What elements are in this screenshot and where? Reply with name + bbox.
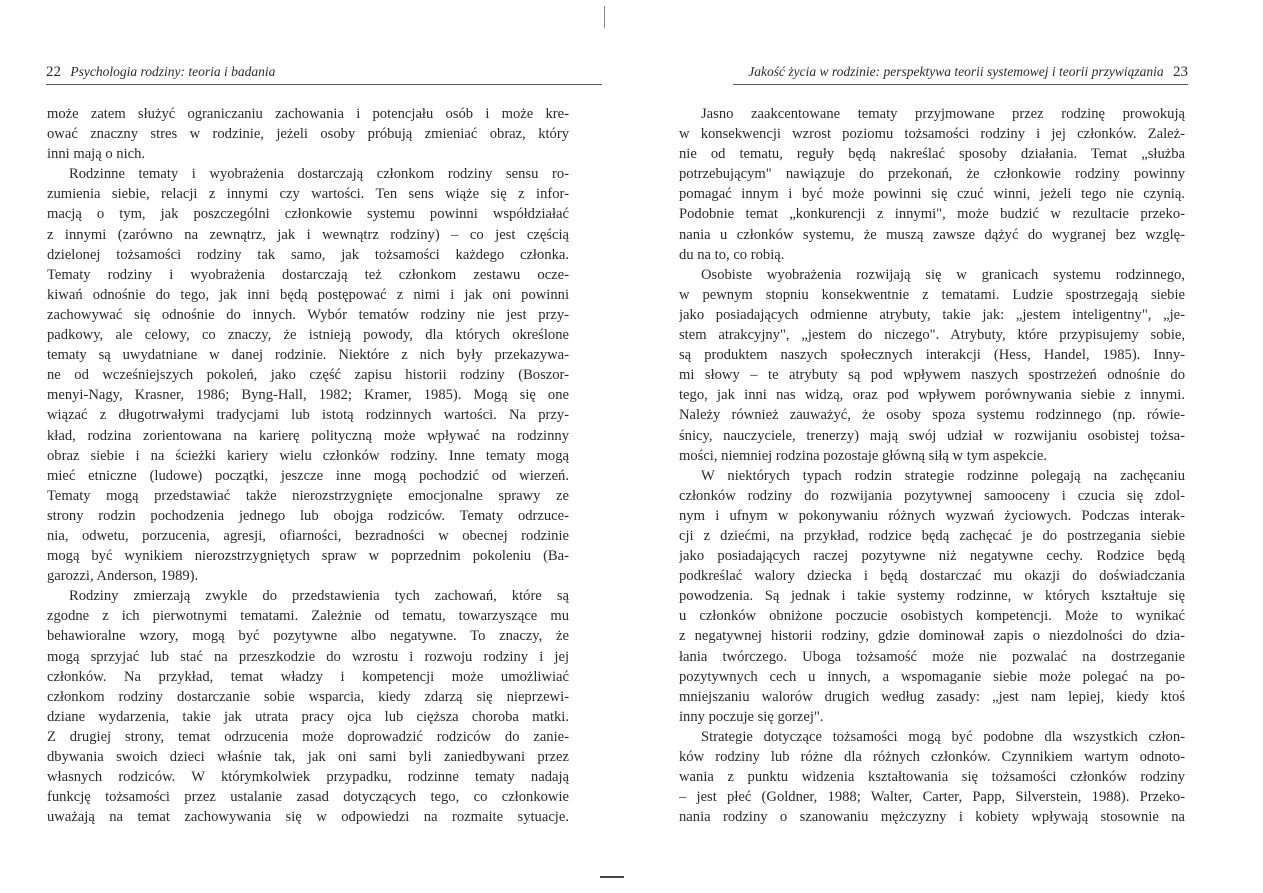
text-line: pomagać innym i być może powinni się czuć winni, jeżeli tego nie czynią. [679, 186, 1185, 203]
left-page [0, 0, 620, 893]
text-line: kład, rodzina zorientowana na karierę polityczną może wpływać na rodzinny [47, 427, 569, 444]
text-line: Rodziny zmierzają zwykle do przedstawienia tych zachowań, które są [69, 588, 569, 605]
text-line: wania z punktu widzenia kształtowania się tożsamości członków rodziny [679, 769, 1185, 786]
text-line: inny poczuje się gorzej". [679, 708, 824, 725]
text-line: mości, niemniej rodzina pozostaje główną siłą w tym aspekcie. [679, 447, 1047, 464]
text-line: jako posiadających odmienne atrybuty, takie jak: „jestem inteligentny", „je- [679, 306, 1185, 323]
left-page-body [47, 104, 569, 827]
text-line: Osobiste wyobrażenia rozwijają się w granicach systemu rodzinnego, [701, 266, 1185, 283]
text-line: nania u członków systemu, że muszą zawsze dążyć do wygranej bez wzglę- [679, 226, 1185, 243]
text-line: mogą być wynikiem nierozstrzygniętych spraw w poprzednim pokoleniu (Ba- [47, 548, 569, 565]
text-line: powodzenia. Są jednak i takie systemy rodzinne, w których kształtuje się [679, 588, 1185, 605]
text-line: dbywania swoich dzieci właśnie tak, jak oni sami byli zaniedbywani przez [47, 749, 569, 765]
text-line: Tematy rodziny i wyobrażenia dostarczają też członkom zestawu ocze- [47, 266, 569, 283]
text-line: z innymi (zarówno na zewnątrz, jak i wewnątrz rodziny) – co jest częścią [47, 226, 569, 243]
text-line: mieć etniczne (ludowe) początki, jeszcze inne mogą pochodzić od wierzeń. [47, 467, 569, 484]
text-line: członków. Na przykład, temat władzy i kompetencji może umożliwiać [47, 668, 569, 685]
page-number: 23 [1173, 64, 1188, 80]
text-line: Rodzinne tematy i wyobrażenia dostarczają członkom rodziny sensu ro- [69, 166, 569, 183]
bottom-mark [600, 876, 624, 878]
text-line: mniejszaniu walorów drugich według zasady: „jest nam lepiej, kiedy ktoś [679, 688, 1185, 705]
text-line: nie od tematu, reguły będą nakreślać sposoby działania. Temat „służba [679, 146, 1185, 163]
text-line: Z drugiej strony, temat odrzucenia może doprowadzić rodziców do zanie- [47, 728, 569, 745]
text-line: Podobnie temat „konkurencji z innymi", może budzić w rezultacie przeko- [679, 206, 1185, 223]
text-line: obraz siebie i na ścieżki kariery wielu członków rodziny. Inne tematy mogą [47, 447, 569, 464]
text-line: dziane wydarzenia, takie jak utrata pracy ojca lub cięższa choroba matki. [47, 708, 569, 725]
text-line: jako posiadających raczej pozytywne niż negatywne cechy. Rodzice będą [679, 548, 1185, 565]
running-title: Psychologia rodziny: teoria i badania [70, 64, 276, 79]
text-line: funkcję tożsamości przez ustalanie zasad dotyczących tego, co członkowie [47, 789, 569, 806]
text-line: ować znaczny stres w rodzinie, jeżeli osoby próbują zmieniać obraz, który [47, 126, 569, 143]
text-line: inni mają o nich. [47, 146, 146, 163]
right-page [625, 0, 1263, 893]
text-line: menyi-Nagy, Krasner, 1986; Byng-Hall, 1982; Kramer, 1985). Mogą się one [47, 387, 569, 404]
text-line: tego, jak inni nas widzą, oraz pod wpływem porównywania siebie z innymi. [679, 387, 1185, 404]
text-line: u członków obniżone poczucie osobistych kompetencji. Może to wynikać [679, 608, 1185, 625]
text-line: nania rodziny o szanowaniu mężczyzny i kobiety wpływają stosownie na [679, 809, 1185, 826]
text-line: uważają na temat zachowywania się w odpowiedzi na rozmaite sytuacje. [47, 809, 569, 826]
text-line: stem atrakcyjny", „jestem do niczego". Atrybuty, które przypisujemy sobie, [679, 327, 1185, 344]
text-line: ne od wcześniejszych pokoleń, jako część zapisu historii rodziny (Boszor- [47, 367, 569, 384]
text-line: w konsekwencji wzrost poziomu tożsamości rodziny i jej członków. Zależ- [679, 126, 1185, 143]
text-line: tematy są uwydatniane w danej rodzinie. Niektóre z nich były przekazywa- [47, 347, 569, 364]
text-line: łania twórczego. Uboga tożsamość może nie pozwalać na dostrzeganie [679, 648, 1185, 665]
text-line: Należy również zauważyć, że osoby spoza systemu rodzinnego (np. rówie- [679, 407, 1185, 424]
right-page-body [679, 104, 1185, 827]
page-number: 22 [46, 64, 61, 80]
left-page-header [46, 64, 602, 85]
text-line: nia, odwetu, porzucenia, agresji, ofiarności, bezradności w obecnej rodzinie [47, 527, 569, 544]
text-line: w pewnym stopniu konsekwentnie z tematami. Ludzie spostrzegają siebie [679, 286, 1185, 303]
text-line: W niektórych typach rodzin strategie rodzinne polegają na zachęcaniu [701, 467, 1185, 484]
text-line: potrzebującym" nawiązuje do przekonań, że członkowie rodziny powinny [679, 166, 1185, 183]
text-line: padkowy, ale celowy, co znaczy, że istnieją powody, dla których określone [47, 327, 569, 344]
text-line: mogą sprzyjać lub stać na przeszkodzie do wzrostu i rozwoju rodziny i jej [47, 648, 569, 665]
text-line: śnicy, nauczyciele, trenerzy) mają swój udział w rozwijaniu osobistej tożsa- [679, 427, 1185, 444]
text-line: zgodne z ich pierwotnymi tematami. Zależnie od tematu, towarzyszące mu [47, 608, 569, 625]
text-line: macją o tym, jak poszczególni członkowie systemu powinni współdziałać [47, 206, 569, 223]
text-line: garozzi, Anderson, 1989). [47, 568, 199, 585]
text-line: może zatem służyć ograniczaniu zachowania i potencjału osób i może kre- [47, 106, 569, 122]
text-line: strony rodzin pochodzenia jednego lub obojga rodziców. Tematy odrzuce- [47, 507, 569, 524]
text-line: kiwań odnośnie do tego, jak inni będą postępować z nimi i jak oni powinni [47, 286, 569, 303]
text-line: behawioralne wzory, mogą być pozytywne albo negatywne. To znaczy, że [47, 628, 569, 645]
text-line: zachowywać się odnośnie do innych. Wybór tematów rodziny nie jest przy- [47, 306, 569, 323]
text-line: mi słowy – te atrybuty są pod wpływem naszych spostrzeżeń odnośnie do [679, 367, 1185, 384]
text-line: ków rodziny lub różne dla różnych członków. Czynnikiem wartym odnoto- [679, 749, 1185, 765]
text-line: z negatywnej historii rodziny, gdzie dominował zapis o niezdolności do dzia- [679, 628, 1185, 645]
text-line: dzielonej tożsamości rodziny tak samo, jak tożsamości każdego członka. [47, 246, 569, 263]
text-line: Tematy mogą przedstawiać także nierozstrzygnięte emocjonalne sprawy ze [47, 487, 569, 504]
text-line: członków rodziny do rozwijania pozytywnej samooceny i czucia się zdol- [679, 487, 1185, 504]
text-line: są produktem naszych społecznych interakcji (Hess, Handel, 1985). Inny- [679, 347, 1185, 364]
text-line: zumienia siebie, relacji z innymi czy wartości. Ten sens wiąże się z infor- [47, 186, 569, 203]
text-line: du na to, co robią. [679, 246, 785, 263]
text-line: cji z dziećmi, na przykład, rodzice będą zachęcać je do postrzegania siebie [679, 527, 1185, 544]
right-page-header [733, 64, 1188, 85]
text-line: Strategie dotyczące tożsamości mogą być podobne dla wszystkich człon- [701, 728, 1185, 745]
running-title: Jakość życia w rodzinie: perspektywa teorii systemowej i teorii przywiązania [748, 64, 1164, 79]
text-line: Jasno zaakcentowane tematy przyjmowane przez rodzinę prowokują [701, 106, 1185, 122]
text-line: nym i ufnym w pokonywaniu różnych wyzwań życiowych. Podczas interak- [679, 507, 1185, 524]
text-line: członkom rodziny dostarczanie sobie wsparcia, kiedy zdarzą się nieprzewi- [47, 688, 569, 705]
text-line: podkreślać walory dziecka i będą dostarczać mu okazji do doświadczania [679, 568, 1185, 585]
text-line: własnych rodziców. W którymkolwiek przypadku, rodzinne tematy nadają [47, 769, 569, 786]
text-line: – jest płeć (Goldner, 1988; Walter, Carter, Papp, Silverstein, 1988). Przeko- [679, 789, 1185, 806]
text-line: wiązać z długotrwałymi tradycjami lub istotą rodzinnych wartości. Na przy- [47, 407, 569, 424]
text-line: pozytywnych cech u innych, a wspomaganie siebie może polegać na po- [679, 668, 1185, 685]
